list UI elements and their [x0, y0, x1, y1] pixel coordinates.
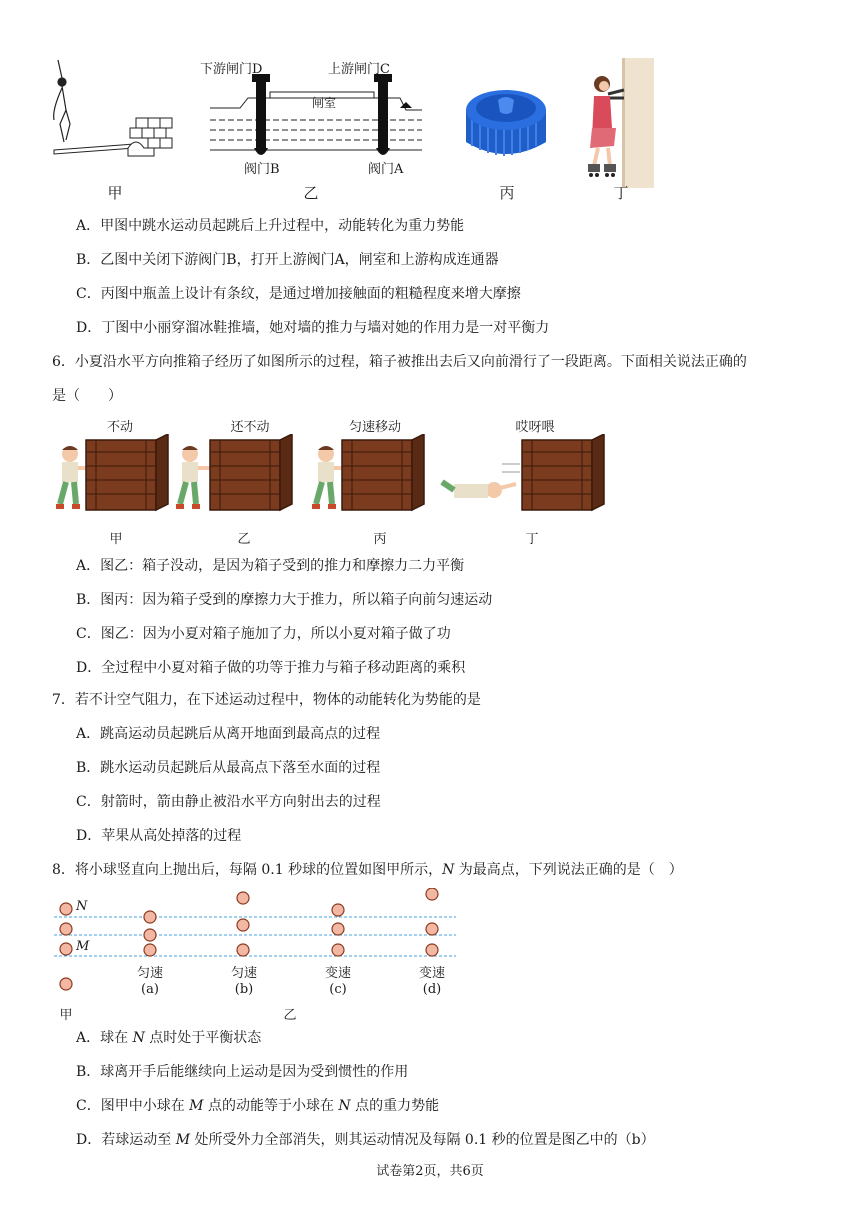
q8-option-d-part2: 处所受外力全部消失，则其运动情况及每隔 0.1 秒的位置是图乙中的（b） — [190, 1132, 655, 1148]
q5-option-c: C．丙图中瓶盖上设计有条纹，是通过增加接触面的粗糙程度来增大摩擦 — [76, 286, 521, 302]
q6-stem-line1: 6．小夏沿水平方向推箱子经历了如图所示的过程，箱子被推出去后又向前滑行了一段距离。下面相关说法正确的 — [52, 354, 747, 370]
page-footer: 试卷第2页，共6页 — [376, 1164, 484, 1179]
q8-stem-part-a: 8．将小球竖直向上抛出后，每隔 0.1 秒球的位置如图甲所示， — [52, 862, 443, 878]
q8-option-a-n: N — [132, 1030, 145, 1046]
valve-b-label: 阀门B — [244, 162, 280, 177]
q8-sub-label-d: (d) — [422, 982, 442, 997]
q8-motion-label-c: 变速 — [324, 966, 351, 981]
q7-option-c: C．射箭时，箭由静止被沿水平方向射出去的过程 — [76, 794, 381, 810]
roller-girl-figure — [584, 58, 654, 188]
q8-sub-label-c: (c) — [329, 982, 347, 997]
q8-sub-label-b: (b) — [234, 982, 254, 997]
q8-option-d — [76, 1130, 655, 1150]
q8-ball-extra — [58, 976, 74, 992]
q8-label-m: M — [76, 939, 90, 954]
diver-figure — [44, 58, 182, 158]
q5-option-d: D．丁图中小丽穿溜冰鞋推墙，她对墙的推力与墙对她的作用力是一对平衡力 — [76, 320, 550, 336]
q8-option-d-part1: D．若球运动至 — [76, 1132, 176, 1148]
q8-sub-label-a: (a) — [141, 982, 159, 997]
q6-panel-caption-2: 乙 — [237, 532, 251, 547]
ship-lock-figure — [200, 58, 430, 178]
q6-option-b: B．图丙：因为箱子受到的摩擦力大于推力，所以箱子向前匀速运动 — [76, 592, 493, 608]
q8-option-c — [76, 1096, 439, 1116]
q6-panel-title-1: 不动 — [106, 420, 133, 435]
fig5-caption-jia: 甲 — [107, 184, 123, 202]
q6-panel-title-3: 匀速移动 — [348, 420, 401, 435]
q7-option-b: B．跳水运动员起跳后从最高点下落至水面的过程 — [76, 760, 381, 776]
q6-push-figure — [50, 434, 610, 520]
q8-caption-yi: 乙 — [283, 1008, 297, 1023]
q5-option-b: B．乙图中关闭下游阀门B，打开上游阀门A，闸室和上游构成连通器 — [76, 252, 499, 268]
q8-option-c-part1: C．图甲中小球在 — [76, 1098, 190, 1114]
q6-panel-caption-4: 丁 — [525, 532, 539, 547]
q6-panel-caption-1: 甲 — [109, 532, 123, 547]
q7-option-a: A．跳高运动员起跳后从离开地面到最高点的过程 — [76, 726, 381, 742]
q8-stem-n: N — [442, 862, 455, 878]
q6-option-c: C．图乙：因为小夏对箱子施加了力，所以小夏对箱子做了功 — [76, 626, 451, 642]
q8-label-n: N — [76, 899, 88, 914]
gate-c-label: 上游闸门C — [328, 62, 390, 77]
valve-a-label: 阀门A — [368, 162, 404, 177]
q6-option-a: A．图乙：箱子没动，是因为箱子受到的推力和摩擦力二力平衡 — [76, 558, 465, 574]
q8-ball-figure — [50, 888, 460, 970]
fig5-caption-ding: 丁 — [613, 184, 629, 202]
q8-option-c-n: N — [338, 1098, 351, 1114]
q8-motion-label-d: 变速 — [418, 966, 445, 981]
q8-option-d-m: M — [175, 1132, 191, 1148]
q6-stem-line2: 是（ ） — [52, 388, 122, 404]
fig5-caption-bing: 丙 — [499, 184, 515, 202]
q8-option-c-part3: 点的重力势能 — [350, 1098, 440, 1114]
q7-stem: 7．若不计空气阻力，在下述运动过程中，物体的动能转化为势能的是 — [52, 692, 481, 708]
q8-stem-part-b: 为最高点，下列说法正确的是（ ） — [454, 862, 683, 878]
q6-panel-title-2: 还不动 — [230, 420, 270, 435]
fig5-caption-yi: 乙 — [303, 184, 319, 202]
q8-option-a — [76, 1028, 261, 1048]
q8-caption-jia: 甲 — [59, 1008, 73, 1023]
q5-option-a: A．甲图中跳水运动员起跳后上升过程中，动能转化为重力势能 — [76, 218, 465, 234]
q8-option-a-part2: 点时处于平衡状态 — [144, 1030, 262, 1046]
q6-panel-caption-3: 丙 — [373, 532, 387, 547]
q8-motion-label-b: 匀速 — [230, 966, 257, 981]
q8-stem — [52, 860, 683, 880]
q6-panel-title-4: 哎呀喂 — [515, 420, 555, 435]
q8-option-b: B．球离开手后能继续向上运动是因为受到惯性的作用 — [76, 1064, 409, 1080]
bottle-cap-figure — [458, 80, 554, 166]
q7-option-d: D．苹果从高处掉落的过程 — [76, 828, 242, 844]
q6-option-d: D．全过程中小夏对箱子做的功等于推力与箱子移动距离的乘积 — [76, 660, 466, 676]
gate-d-label: 下游闸门D — [200, 62, 263, 77]
q8-option-c-part2: 点的动能等于小球在 — [203, 1098, 339, 1114]
q8-option-c-m: M — [189, 1098, 204, 1114]
chamber-label: 闸室 — [312, 96, 337, 110]
q8-motion-label-a: 匀速 — [136, 966, 163, 981]
q8-option-a-part1: A．球在 — [76, 1030, 133, 1046]
